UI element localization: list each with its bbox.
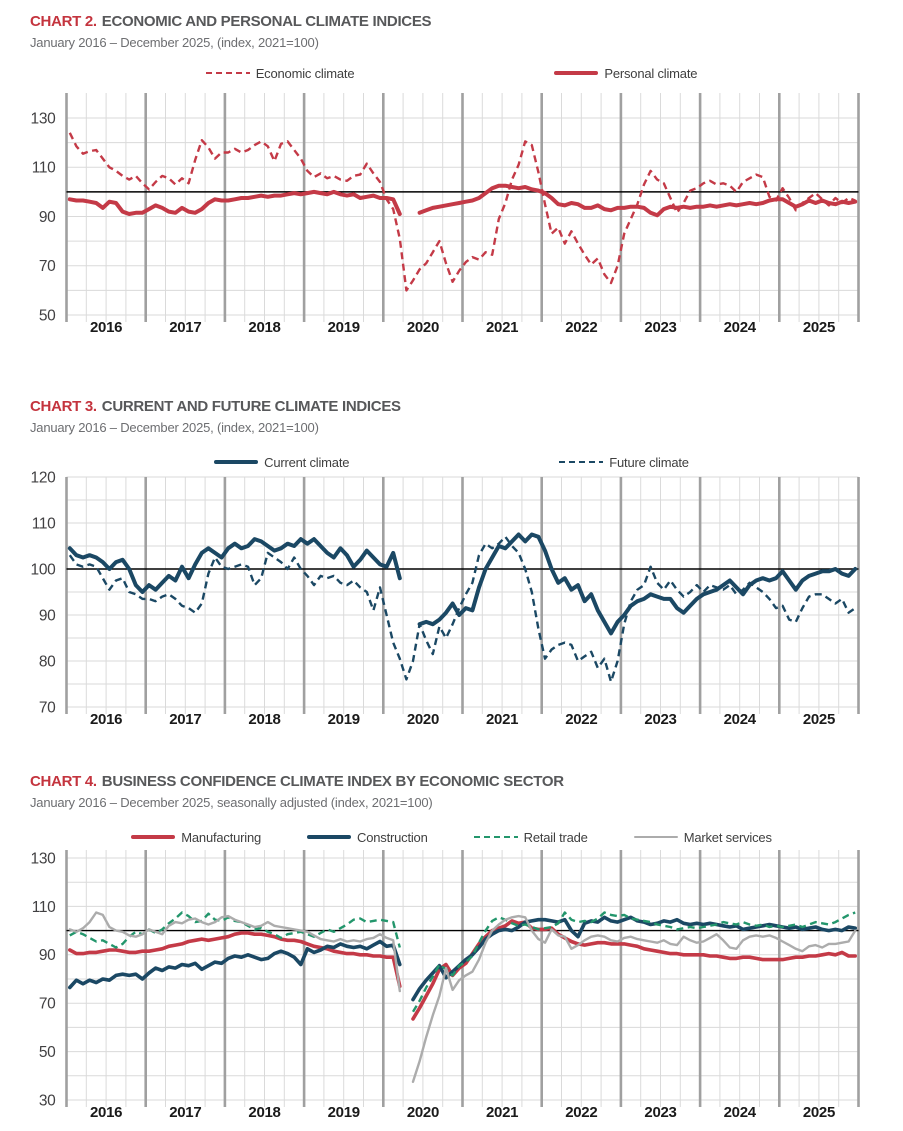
y-axis-label: 70 [38,995,56,1013]
chart3-title-number: CHART 3. [30,398,97,415]
legend-label: Manufacturing [181,829,262,845]
chart4-legend [0,828,903,846]
legend-item-manufacturing [131,830,261,845]
x-axis-year-label: 2017 [169,319,202,336]
legend-item-market-services [634,830,772,845]
chart2-title [30,13,431,30]
x-axis-year-label: 2017 [169,1104,202,1121]
chart4-title-text: BUSINESS CONFIDENCE CLIMATE INDEX BY ECONOMIC SECTOR [101,773,564,790]
x-axis-year-label: 2019 [327,1104,360,1121]
y-axis-label: 90 [38,208,56,226]
market-services-solid-line-icon [634,836,678,839]
x-axis-year-label: 2021 [486,711,519,728]
y-axis-label: 110 [31,159,56,177]
x-axis-year-label: 2025 [802,711,835,728]
y-axis-label: 130 [30,850,56,868]
y-axis-label: 120 [30,470,56,487]
y-axis-label: 110 [31,898,56,916]
legend-item-construction [307,830,428,845]
chart4-title-number: CHART 4. [30,773,97,790]
x-axis-year-label: 2025 [802,1104,835,1121]
y-axis-label: 50 [38,1044,56,1062]
chart3-legend [0,453,903,471]
future-climate-dashed-line-icon [559,461,603,464]
manufacturing-solid-line-icon [131,835,175,840]
legend-label: Current climate [264,454,350,470]
y-axis-label: 130 [30,110,56,128]
legend-item-economic-climate [206,66,355,81]
legend-label: Market services [683,829,772,845]
x-axis-year-label: 2022 [565,1104,598,1121]
legend-label: Construction [357,829,428,845]
x-axis-year-label: 2018 [248,1104,281,1121]
current-climate-solid-line-icon [214,460,258,465]
x-axis-year-label: 2020 [406,711,439,728]
x-axis-year-label: 2019 [327,711,360,728]
y-axis-label: 90 [38,607,56,625]
x-axis-year-label: 2023 [644,319,677,336]
economic-climate-dashed-line-icon [206,72,250,75]
chart2-legend [0,64,903,82]
y-axis-label: 80 [38,653,56,671]
legend-label: Retail trade [523,829,588,845]
legend-label: Future climate [609,454,689,470]
chart2-title-number: CHART 2. [30,13,97,30]
x-axis-year-label: 2020 [406,1104,439,1121]
legend-item-personal-climate [554,66,697,81]
y-axis-label: 50 [38,307,56,325]
x-axis-year-label: 2016 [90,319,123,336]
x-axis-year-label: 2024 [723,711,756,728]
chart3-subtitle: January 2016 – December 2025, (index, 2021=100) [30,420,319,435]
y-axis-label: 70 [38,699,56,717]
chart3-title [30,398,401,415]
chart4-subtitle: January 2016 – December 2025, seasonally adjusted (index, 2021=100) [30,795,433,810]
legend-label: Economic climate [255,65,355,81]
x-axis-year-label: 2024 [723,319,756,336]
chart2-title-text: ECONOMIC AND PERSONAL CLIMATE INDICES [101,13,432,30]
chart3-plot [0,470,903,738]
legend-item-retail-trade [474,830,588,845]
x-axis-year-label: 2017 [169,711,202,728]
legend-item-current-climate [214,455,349,470]
x-axis-year-label: 2016 [90,711,123,728]
x-axis-year-label: 2022 [565,711,598,728]
personal-climate-solid-line-icon [554,71,598,76]
x-axis-year-label: 2018 [248,711,281,728]
x-axis-year-label: 2023 [644,1104,677,1121]
x-axis-year-label: 2022 [565,319,598,336]
x-axis-year-label: 2021 [486,1104,519,1121]
y-axis-label: 90 [38,947,56,965]
construction-solid-line-icon [307,835,351,840]
y-axis-label: 30 [38,1092,56,1110]
x-axis-year-label: 2024 [723,1104,756,1121]
x-axis-year-label: 2023 [644,711,677,728]
x-axis-year-label: 2025 [802,319,835,336]
legend-item-future-climate [559,455,689,470]
x-axis-year-label: 2021 [486,319,519,336]
y-axis-label: 70 [38,258,56,276]
chart3-title-text: CURRENT AND FUTURE CLIMATE INDICES [101,398,401,415]
y-axis-label: 110 [31,515,56,533]
chart4-plot [0,845,903,1131]
retail-trade-dashed-line-icon [474,836,518,839]
x-axis-year-label: 2019 [327,319,360,336]
x-axis-year-label: 2016 [90,1104,123,1121]
legend-label: Personal climate [604,65,698,81]
x-axis-year-label: 2020 [406,319,439,336]
y-axis-label: 100 [30,561,56,579]
chart2-subtitle: January 2016 – December 2025, (index, 2021=100) [30,35,319,50]
chart4-title [30,773,564,790]
x-axis-year-label: 2018 [248,319,281,336]
chart2-plot [0,88,903,340]
